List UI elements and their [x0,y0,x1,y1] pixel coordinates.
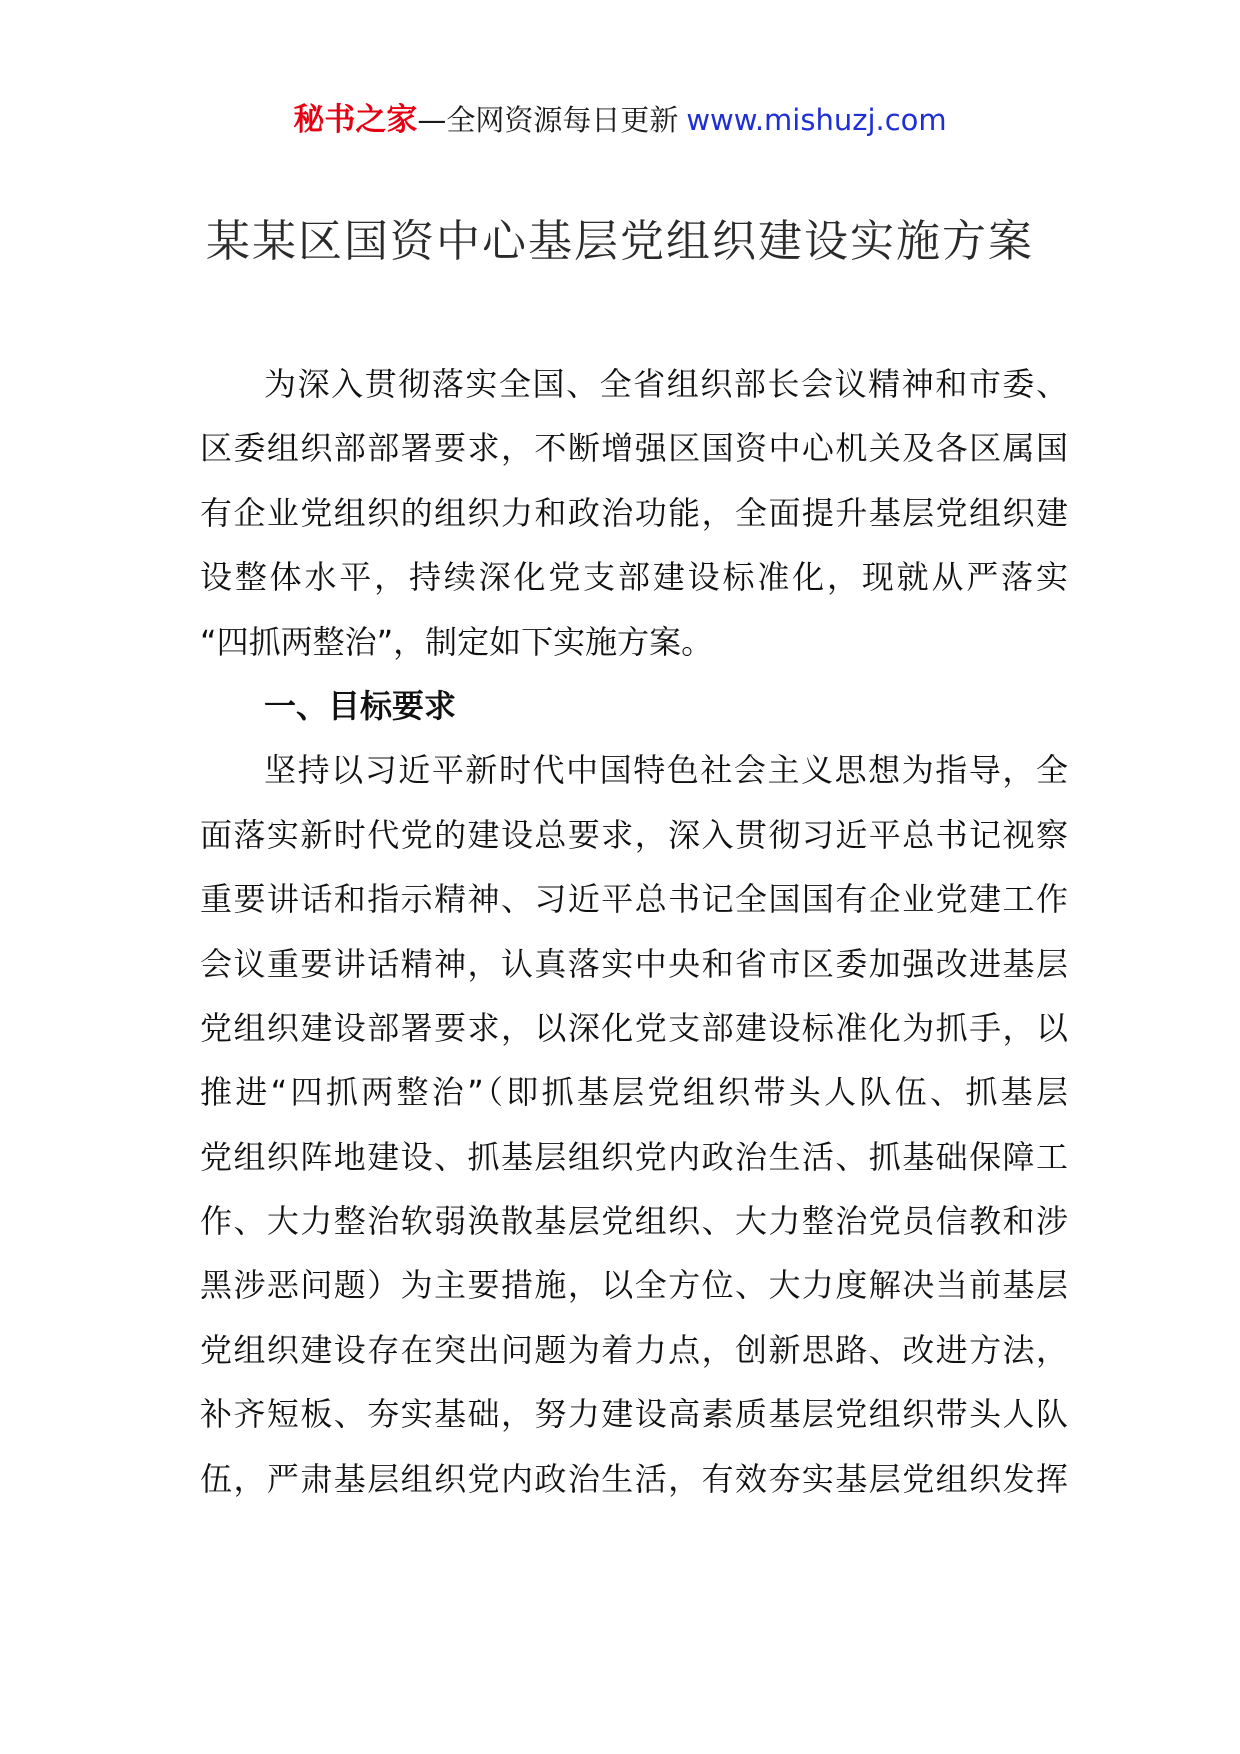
paragraph-line: 伍，严肃基层组织党内政治生活，有效夯实基层党组织发挥 [200,1459,1068,1498]
paragraph-line: 面落实新时代党的建设总要求，深入贯彻习近平总书记视察 [200,815,1068,854]
paragraph-line: 设整体水平，持续深化党支部建设标准化，现就从严落实 [200,558,1068,597]
paragraph-line: 补齐短板、夯实基础，努力建设高素质基层党组织带头人队 [200,1395,1068,1434]
header-slogan: —全网资源每日更新 [417,103,679,137]
paragraph-line: 为深入贯彻落实全国、全省组织部长会议精神和市委、 [264,365,1068,403]
document-title: 某某区国资中心基层党组织建设实施方案 [206,216,1034,267]
paragraph-line: 重要讲话和指示精神、习近平总书记全国国有企业党建工作 [200,880,1068,919]
paragraph-line: 作、大力整治软弱涣散基层党组织、大力整治党员信教和涉 [200,1202,1068,1241]
paragraph-line: 黑涉恶问题）为主要措施，以全方位、大力度解决当前基层 [200,1266,1068,1305]
paragraph-line: 坚持以习近平新时代中国特色社会主义思想为指导，全 [264,751,1068,790]
paragraph-line: 推进“四抓两整治”（即抓基层党组织带头人队伍、抓基层 [200,1073,1068,1112]
paragraph-line: 党组织阵地建设、抓基层组织党内政治生活、抓基础保障工 [200,1137,1068,1176]
brand-name: 秘书之家 [293,102,418,138]
paragraph-line: 区委组织部部署要求，不断增强区国资中心机关及各区属国 [200,429,1068,468]
paragraph-line: 有企业党组织的组织力和政治功能，全面提升基层党组织建 [200,493,1068,532]
paragraph-line: 会议重要讲话精神，认真落实中央和省市区委加强改进基层 [200,944,1068,983]
site-header [0,100,1240,140]
section-heading: 一、目标要求 [264,686,457,725]
paragraph-line: 党组织建设存在突出问题为着力点，创新思路、改进方法， [200,1330,1068,1369]
paragraph-line: 党组织建设部署要求，以深化党支部建设标准化为抓手，以 [200,1008,1068,1047]
website-link[interactable]: www.mishuzj.com [686,103,947,137]
document-body [200,352,1068,1511]
paragraph-line: “四抓两整治”，制定如下实施方案。 [200,622,714,661]
